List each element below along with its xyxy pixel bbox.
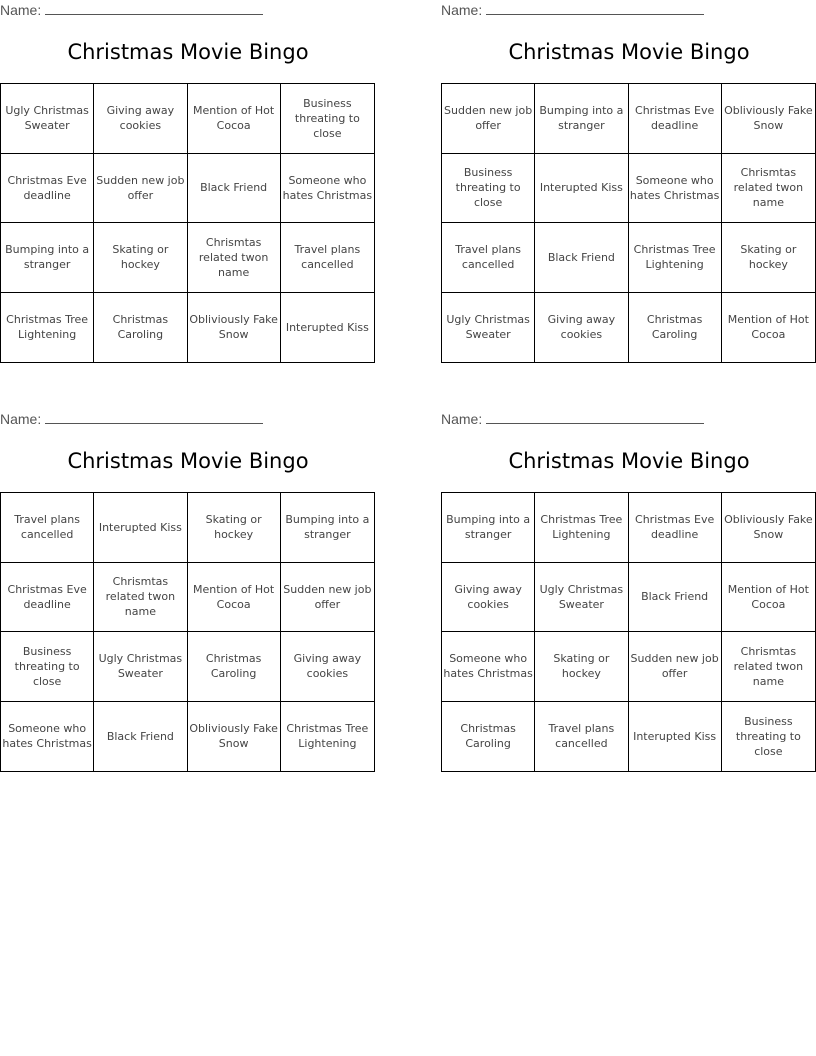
bingo-cell: Christmas Caroling <box>629 293 722 363</box>
bingo-grid <box>0 492 375 772</box>
name-label: Name: <box>0 411 42 427</box>
bingo-cell: Christmas Eve deadline <box>629 493 722 563</box>
bingo-cell: Skating or hockey <box>722 223 815 293</box>
bingo-cell: Giving away cookies <box>442 563 535 633</box>
bingo-cell: Bumping into a stranger <box>442 493 535 563</box>
bingo-cell: Skating or hockey <box>188 493 281 563</box>
bingo-cell: Bumping into a stranger <box>535 84 628 154</box>
name-blank-line <box>486 411 704 424</box>
bingo-cell: Mention of Hot Cocoa <box>188 563 281 633</box>
card-title: Christmas Movie Bingo <box>508 449 750 473</box>
bingo-cell: Chrismtas related twon name <box>722 632 815 702</box>
name-field <box>441 411 704 427</box>
bingo-cell: Black Friend <box>188 154 281 224</box>
name-blank-line <box>486 2 704 15</box>
bingo-cell: Christmas Tree Lightening <box>535 493 628 563</box>
name-label: Name: <box>441 411 483 427</box>
bingo-card <box>0 409 376 779</box>
bingo-cell: Christmas Tree Lightening <box>1 293 94 363</box>
bingo-cell: Mention of Hot Cocoa <box>188 84 281 154</box>
card-title: Christmas Movie Bingo <box>67 449 309 473</box>
bingo-cell: Travel plans cancelled <box>442 223 535 293</box>
bingo-cell: Chrismtas related twon name <box>722 154 815 224</box>
bingo-cell: Someone who hates Christmas <box>442 632 535 702</box>
bingo-cell: Giving away cookies <box>535 293 628 363</box>
bingo-cell: Sudden new job offer <box>442 84 535 154</box>
bingo-grid <box>441 492 816 772</box>
bingo-cell: Business threating to close <box>1 632 94 702</box>
bingo-card <box>441 409 816 779</box>
bingo-cell: Interupted Kiss <box>535 154 628 224</box>
name-label: Name: <box>441 2 483 18</box>
bingo-cell: Business threating to close <box>281 84 374 154</box>
bingo-cell: Ugly Christmas Sweater <box>442 293 535 363</box>
bingo-cell: Interupted Kiss <box>285 320 369 334</box>
bingo-card <box>0 0 376 370</box>
bingo-cell: Sudden new job offer <box>94 154 187 224</box>
bingo-cell: Travel plans cancelled <box>535 702 628 772</box>
bingo-cell: Ugly Christmas Sweater <box>94 632 187 702</box>
bingo-cell: Someone who hates Christmas <box>629 154 722 224</box>
bingo-cell: Christmas Caroling <box>188 632 281 702</box>
bingo-cell: Travel plans cancelled <box>1 493 94 563</box>
bingo-cell: Christmas Eve deadline <box>1 154 94 224</box>
name-field <box>0 2 263 18</box>
bingo-cell: Bumping into a stranger <box>281 493 374 563</box>
bingo-cell: Christmas Eve deadline <box>1 563 94 633</box>
bingo-cell: Black Friend <box>535 223 628 293</box>
bingo-cell: Christmas Tree Lightening <box>286 722 369 751</box>
name-label: Name: <box>0 2 42 18</box>
bingo-cell: Interupted Kiss <box>629 702 722 772</box>
bingo-cell: Sudden new job offer <box>281 563 374 633</box>
bingo-grid <box>0 83 375 363</box>
bingo-cell: Obliviously Fake Snow <box>188 293 281 363</box>
bingo-cell: Skating or hockey <box>535 632 628 702</box>
bingo-cell: Mention of Hot Cocoa <box>727 313 809 342</box>
bingo-cell: Sudden new job offer <box>629 632 722 702</box>
bingo-cell: Someone who hates Christmas <box>281 154 374 224</box>
name-blank-line <box>45 411 263 424</box>
bingo-cell: Black Friend <box>629 563 722 633</box>
bingo-cell: Bumping into a stranger <box>1 223 94 293</box>
bingo-cell: Christmas Caroling <box>442 702 535 772</box>
card-title: Christmas Movie Bingo <box>508 40 750 64</box>
bingo-cell: Interupted Kiss <box>94 493 187 563</box>
bingo-cell: Chrismtas related twon name <box>94 563 187 633</box>
bingo-cell: Skating or hockey <box>94 223 187 293</box>
name-blank-line <box>45 2 263 15</box>
bingo-cell: Travel plans cancelled <box>281 223 374 293</box>
bingo-cell: Obliviously Fake Snow <box>188 702 281 772</box>
bingo-cell: Christmas Caroling <box>94 293 187 363</box>
bingo-cell: Ugly Christmas Sweater <box>535 563 628 633</box>
bingo-cell: Mention of Hot Cocoa <box>722 563 815 633</box>
bingo-grid <box>441 83 816 363</box>
bingo-cell: Christmas Eve deadline <box>629 84 722 154</box>
name-field <box>0 411 263 427</box>
bingo-cell: Giving away cookies <box>94 84 187 154</box>
bingo-cell: Giving away cookies <box>281 632 374 702</box>
name-field <box>441 2 704 18</box>
bingo-cell: Business threating to close <box>735 714 801 758</box>
bingo-cell: Ugly Christmas Sweater <box>1 84 94 154</box>
bingo-cell: Christmas Tree Lightening <box>629 223 722 293</box>
bingo-cell: Black Friend <box>94 702 187 772</box>
card-title: Christmas Movie Bingo <box>67 40 309 64</box>
bingo-cell: Business threating to close <box>442 154 535 224</box>
bingo-cell: Obliviously Fake Snow <box>722 84 815 154</box>
bingo-cell: Chrismtas related twon name <box>188 223 281 293</box>
bingo-cell: Someone who hates Christmas <box>1 702 94 772</box>
bingo-card <box>441 0 816 370</box>
bingo-cell: Obliviously Fake Snow <box>722 493 815 563</box>
